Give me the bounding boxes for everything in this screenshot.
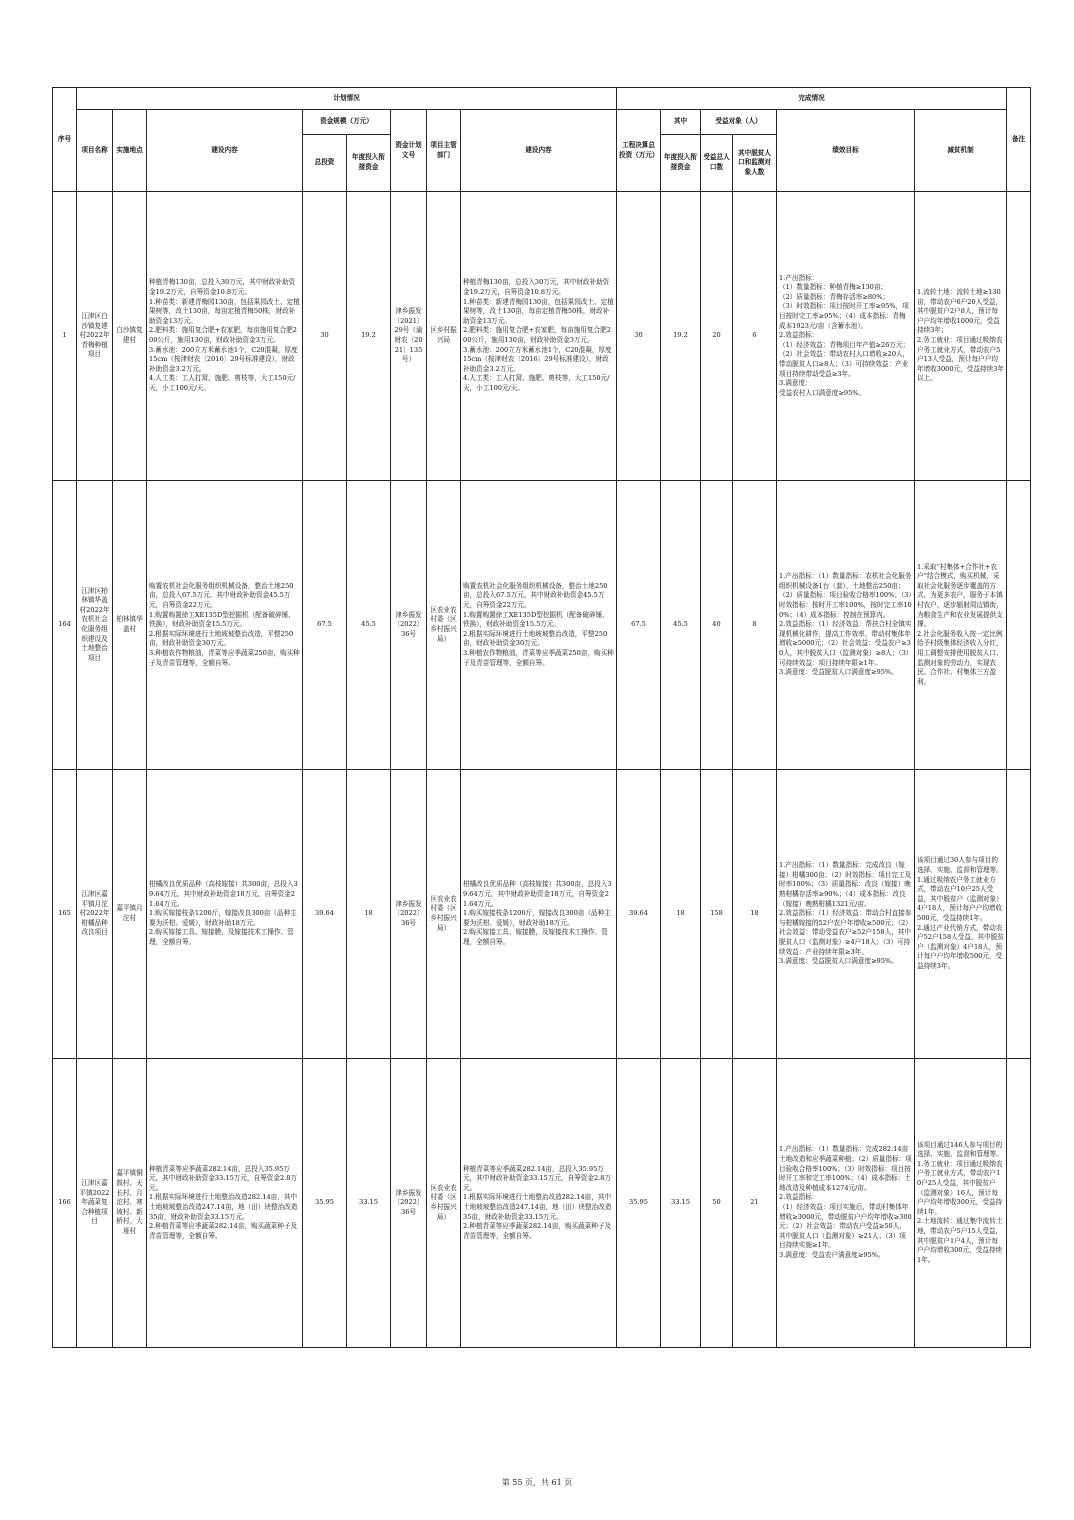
- row-goals-line: （3）时效指标：项目按时开工率≥95%，项目按时完工率≥95%；（4）成本指标：青梅成本1923元/亩（含蓄水池）。: [779, 302, 909, 330]
- row-content-line: 种植青菜等应季蔬菜282.14亩，总投入35.95万元，其中财政补助资金33.15万元，自筹资金2.8万元。: [149, 1164, 298, 1192]
- row-goals-line: 3.满意度：受益脱贫人口满意度≥95%。: [779, 668, 898, 677]
- row-goals-line: 2.效益指标：: [779, 331, 819, 340]
- row-goals: [777, 770, 915, 1059]
- row-mechanism-line: 1.务工就业：项目通过吸纳农户务工就业方式，带动农户10户25人受益，其中脱贫户（监测对象）16人，预计每户户均年增收300元，受益持续1年。: [917, 1159, 1003, 1216]
- header-done-content: 建设内容: [461, 110, 617, 192]
- row-final-annual-fund: 45.5: [661, 481, 701, 770]
- row-remarks: [1007, 481, 1031, 770]
- row-goals-line: 1.产出指标：: [779, 273, 819, 282]
- row-benef-total: 50: [701, 1059, 733, 1348]
- row-annual-fund: 33.15: [347, 1059, 391, 1348]
- row-fund-doc: 津乡振发〔2021〕29号（渝财农〔2021〕135号）: [391, 192, 427, 481]
- row-content: [147, 770, 303, 1059]
- row-done-content: [461, 1059, 617, 1348]
- row-remarks: [1007, 192, 1031, 481]
- row-goals-line: 3.满意度：受益脱贫人口满意度≥95%。: [779, 957, 898, 966]
- row-fund-doc: 津乡振发〔2022〕36号: [391, 770, 427, 1059]
- row-content-line: 柑橘改良优质品种（高枝嫁接）共300亩，总投入39.64万元，其中财政补助资金18万元，自筹资金21.64万元。: [149, 880, 298, 908]
- row-mechanism: [915, 481, 1007, 770]
- row-mechanism-line: 1.通过吸纳农户务工就业方式，带动农户10户25人受益，其中脱贫户（监测对象）4户18人，预计每户户均增收500元，受益持续1年。: [917, 875, 1003, 922]
- row-done-content-line: 1.购买嫁接枝条1200斤，嫁接改良300亩（品种主要为沃柑、爱媛），财政补助18万元。: [463, 909, 611, 927]
- header-complete: 完成情况: [617, 88, 1007, 110]
- row-goals-line: 1.产出指标：（1）数量指标：农机社会化服务组织机械设备1台（套），土地整治250亩；（2）质量指标：项目验收合格率100%；（3）时效指标：按时开工率100%，按时完工率100%；（4）成本指标：控制在预算内。: [779, 572, 912, 619]
- row-final-invest: 35.95: [617, 1059, 661, 1348]
- row-total-invest: 39.64: [303, 770, 347, 1059]
- header-annual-fund: 年度投入衔接资金: [347, 135, 391, 192]
- row-mechanism: [915, 192, 1007, 481]
- row-mechanism-line: 2.通过产业代销方式，带动农户52户158人受益，其中脱贫户（监测对象）4户18人，预计每户户均年增收500元，受益持续3年。: [917, 923, 1004, 970]
- row-benef-poor: 21: [733, 1059, 777, 1348]
- row-dept: 区乡村振兴局: [427, 192, 461, 481]
- row-goals-line: 2.效益指标：（1）经济效益：帮扶合村全镇实现机械化耕作，提高工作效率，带动村集体年增收≥5000元；（2）社会效益：受益农户≥30人，其中脱贫人口（监测对象）≥8人；（3）可持续效益：项目持续年限≥1年。: [779, 620, 912, 667]
- header-beneficiaries: 受益对象（人）: [701, 110, 777, 135]
- header-annual-fund-2: 年度投入衔接资金: [661, 135, 701, 192]
- row-goals-line: 2.效益指标：（1）经济效益：带动合村直接参与柑橘嫁接的52户农户年增收≥500元；（2）社会效益：带动受益农户≥52户158人，其中脱贫人口（监测对象）≥4户18人；（3）可持续效益：产业持续年限≥3年。: [779, 909, 912, 956]
- row-content-line: 1.种苗类：新建青梅园130亩，包括果园改土、定植果树等，改土130亩，每亩定植青梅50株，财政补助资金13万元。: [149, 297, 300, 325]
- row-mechanism: [915, 770, 1007, 1059]
- row-mechanism: [915, 1059, 1007, 1348]
- row-content-line: 种植青梅130亩，总投入30万元，其中财政补助资金19.2万元，自筹资金10.8万元。: [149, 278, 296, 297]
- row-done-content-line: 2.购买嫁接工具、嫁接膜，及嫁接技术工操作、管理，全额自筹。: [463, 928, 608, 946]
- row-goals-line: 3.满意度：受益农户满意度≥95%。: [779, 1250, 885, 1259]
- header-content: 建设内容: [147, 110, 303, 192]
- row-content: [147, 192, 303, 481]
- row-goals-line: （2）质量指标：青梅存活率≥80%；: [779, 292, 890, 301]
- row-done-content-line: 1.根据实际环境进行土地整治改造282.14亩，其中土地坡坡整治改造247.14亩，地（田）块整治改造35亩，财政补助资金33.15万元。: [463, 1193, 612, 1221]
- row-done-content: [461, 770, 617, 1059]
- header-goals: 绩效目标: [777, 110, 915, 192]
- row-total-invest: 35.95: [303, 1059, 347, 1348]
- row-done-content-line: 种植青梅130亩，总投入30万元，其中财政补助资金19.2万元，自筹资金10.8万元。: [463, 278, 610, 297]
- header-of-which: 其中: [661, 110, 701, 135]
- header-plan: 计划情况: [77, 88, 617, 110]
- row-goals-line: 1.产出指标：（1）数量指标：完成282.14亩土地改造和应季蔬菜种植；（2）质量指标：项目验收合格率100%；（3）时效指标：项目按时开工率和完工率100%；（4）成本指标：土地改造及种植成本1274元/亩。: [779, 1145, 912, 1192]
- table-row: [53, 192, 1031, 481]
- row-location: 嘉平镇铜鼓村、天长村、月沱村、寒坡村、新桥村、大垭村: [113, 1059, 147, 1348]
- header-fund-doc: 资金计划文号: [391, 110, 427, 192]
- header-dept: 项目主管部门: [427, 110, 461, 192]
- row-content-line: 1.根据实际环境进行土地整治改造282.14亩，其中土地坡坡整治改造247.14亩，地（田）块整治改造35亩，财政补助资金33.15万元。: [149, 1193, 298, 1221]
- header-mechanism: 减贫机制: [915, 110, 1007, 192]
- row-content-line: 2.购买嫁接工具、嫁接膜，及嫁接技术工操作、管理，全额自筹。: [149, 928, 294, 946]
- header-final-invest: 工程决算总投资（万元）: [617, 110, 661, 192]
- row-benef-total: 158: [701, 770, 733, 1059]
- row-final-annual-fund: 19.2: [661, 192, 701, 481]
- row-annual-fund: 19.2: [347, 192, 391, 481]
- table-body: [53, 192, 1031, 1348]
- row-done-content-line: 3.种植农作物粮油，青菜等应季蔬菜250亩，购买种子及青苗管理等，全额自筹。: [463, 648, 614, 667]
- row-content-line: 3.种植农作物粮油，青菜等应季蔬菜250亩，购买种子及青苗管理等，全额自筹。: [149, 648, 300, 667]
- header-remarks: 备注: [1007, 88, 1031, 192]
- row-fund-doc: 津乡振发〔2022〕36号: [391, 1059, 427, 1348]
- row-goals-line: 受益农村人口满意度≥95%。: [779, 388, 866, 397]
- row-done-content-line: 2.种植青菜等应季蔬菜282.14亩，购买蔬菜种子及青苗管理等，全额自筹。: [463, 1222, 612, 1240]
- row-location: 柏林镇华盖村: [113, 481, 147, 770]
- row-benef-poor: 18: [733, 770, 777, 1059]
- table-row: [53, 770, 1031, 1059]
- row-goals-line: （1）数量指标：种植青梅≥130亩；: [779, 283, 888, 292]
- row-content-line: 2.根据实际环境进行土地坡坡整治改造，平整250亩，财政补助资金30万元。: [149, 629, 294, 648]
- row-done-content-line: 1.种苗类：新建青梅园130亩，包括果园改土、定植果树等，改土130亩，每亩定植青梅50株，财政补助资金13万元。: [463, 297, 614, 325]
- header-location: 实施地点: [113, 110, 147, 192]
- row-location: 嘉平镇月沱村: [113, 770, 147, 1059]
- header-benef-poor: 其中脱贫人口和监测对象人数: [733, 135, 777, 192]
- header-total-invest: 总投资: [303, 135, 347, 192]
- row-content-line: 2.种植青菜等应季蔬菜282.14亩，购买蔬菜种子及青苗管理等，全额自筹。: [149, 1222, 298, 1240]
- row-content-line: 3.蓄水池：200立方米蓄水池1个，C20混凝，厚度15cm（按津财农〔2016〕29号标准建设），财政补助资金3.2万元。: [149, 345, 298, 373]
- row-remarks: [1007, 770, 1031, 1059]
- row-benef-total: 40: [701, 481, 733, 770]
- row-remarks: [1007, 1059, 1031, 1348]
- row-project-name: 江津区白沙镇复建村2022年青梅种植项目: [77, 192, 113, 481]
- row-done-content: [461, 192, 617, 481]
- page-footer: 第 55 页，共 61 页: [501, 1478, 573, 1487]
- row-goals-line: 3.满意度：: [779, 379, 812, 388]
- row-content-line: 1.购置购置徐工XE135D型挖掘机（配备破碎锤、铁换），财政补助资金15.5万元。: [149, 610, 295, 629]
- header-project-name: 项目名称: [77, 110, 113, 192]
- row-goals-line: 1.产出指标：（1）数量指标：完成改良（嫁接）柑橘300亩；（2）时效指标：项目完工及时率100%；（3）质量指标：改良（嫁接）晚熟柑橘存活率≥90%；（4）成本指标：改良（嫁接）晚熟柑橘1321元/亩。: [779, 861, 912, 908]
- row-content: [147, 481, 303, 770]
- row-total-invest: 67.5: [303, 481, 347, 770]
- row-done-content-line: 购置农机社会化服务组织机械设备，整治土地250亩，总投入67.5万元，其中财政补助资金45.5万元，自筹资金22万元。: [463, 581, 608, 610]
- row-mechanism-line: 该项目通过146人参与项目的选择、实施、监督和管理等。: [917, 1140, 1003, 1159]
- row-done-content-line: 1.购置购置徐工XE135D型挖掘机（配备破碎锤、铁换），财政补助资金15.5万元。: [463, 610, 609, 629]
- row-seq: 166: [53, 1059, 77, 1348]
- row-location: 白沙镇复建村: [113, 192, 147, 481]
- row-final-invest: 30: [617, 192, 661, 481]
- row-mechanism-line: 该项目通过30人参与项目的选择、实施、监督和管理等。: [917, 856, 1003, 875]
- row-mechanism-line: 1.采取“村集体+合作社+农户”结合模式，购买机械，采取社会化服务逐步覆盖的方式，为更多农户，服务于本镇村农户，逐步辐射周边镇街，为粮食生产和农业发展提供支撑。: [917, 562, 1003, 629]
- row-content-line: 4.人工类：工人打窝、施肥、剪枝等，大工150元/天，小工100元/天。: [149, 374, 296, 392]
- row-total-invest: 30: [303, 192, 347, 481]
- header-benef-total: 受益总人口数: [701, 135, 733, 192]
- row-goals-line: （1）经济效益：青梅项目年产值≥26万元；（2）社会效益：带动农村人口增收≥20人，带动脱贫人口≥8人；（3）可持续效益：产业项目持续带动受益≥3年。: [779, 340, 910, 378]
- row-benef-total: 20: [701, 192, 733, 481]
- row-final-invest: 39.64: [617, 770, 661, 1059]
- row-dept: 区农业农村委（区乡村振兴局）: [427, 481, 461, 770]
- row-done-content-line: 3.蓄水池：200立方米蓄水池1个，C20混凝，厚度15cm（按津财农〔2016〕29号标准建设），财政补助资金3.2万元。: [463, 345, 612, 373]
- row-done-content-line: 4.人工类：工人打窝、施肥、剪枝等，大工150元/天，小工100元/天。: [463, 374, 610, 392]
- row-done-content: [461, 481, 617, 770]
- row-seq: 165: [53, 770, 77, 1059]
- row-content-line: 购置农机社会化服务组织机械设备，整治土地250亩，总投入67.5万元，其中财政补助资金45.5万元，自筹资金22万元。: [149, 581, 294, 610]
- row-dept: 区农业农村委（区乡村振兴局）: [427, 770, 461, 1059]
- table-row: [53, 481, 1031, 770]
- row-goals-line: 2.效益指标：: [779, 1193, 819, 1202]
- row-done-content-line: 2.根据实际环境进行土地坡坡整治改造，平整250亩，财政补助资金30万元。: [463, 629, 608, 648]
- row-mechanism-line: 2.务工就业：项目通过吸纳农户务工就业方式，带动农户5户13人受益，预计每户户均年增收3000元，受益持续3年以上。: [917, 336, 1004, 383]
- row-content-line: 1.购买嫁接枝条1200斤，嫁接改良300亩（品种主要为沃柑、爱媛），财政补助18万元。: [149, 909, 297, 927]
- row-annual-fund: 18: [347, 770, 391, 1059]
- row-done-content-line: 种植青菜等应季蔬菜282.14亩，总投入35.95万元，其中财政补助资金33.15万元，自筹资金2.8万元。: [463, 1164, 612, 1192]
- row-mechanism-line: 1.流转土地：流转土地≥130亩，带动农户6户20人受益，其中脱贫户2户8人，预计每户户均年增收1000元，受益持续3年；: [917, 288, 1003, 335]
- row-project-name: 江津区嘉平镇月沱村2022年柑橘品种改良项目: [77, 770, 113, 1059]
- row-goals: [777, 192, 915, 481]
- row-seq: 164: [53, 481, 77, 770]
- row-benef-poor: 6: [733, 192, 777, 481]
- row-project-name: 江津区嘉平镇2022年蔬菜复合种植项目: [77, 1059, 113, 1348]
- row-fund-doc: 津乡振发〔2022〕36号: [391, 481, 427, 770]
- row-done-content-line: 2.肥料类：施用复合肥+农家肥，每亩施用复合肥200公斤，施用130亩，财政补助资金3万元。: [463, 326, 611, 344]
- row-mechanism-line: 2.土地流转：通过集中流转土地，带动农户5户15人受益，其中脱贫户1户4人，预计每户户均增收300元，受益持续1年。: [917, 1217, 1003, 1264]
- row-seq: 1: [53, 192, 77, 481]
- row-goals: [777, 481, 915, 770]
- row-dept: 区农业农村委（区乡村振兴局）: [427, 1059, 461, 1348]
- row-mechanism-line: 2.社会化服务收入按一定比例给予村级集体经济收入分红，用工调整安排使用脱贫人口、监测对象的劳动力，实现农民、合作社、村集体三方盈利。: [917, 629, 1003, 686]
- row-goals-line: （1）经济效益：项目实施后，带动村集体年增收≥3000元，带动脱贫户户均年增收≥300元；（2）社会效益：带动农户受益≥50人，其中脱贫人口（监测对象）≥21人；（3）项目持续实施≥1年。: [779, 1203, 912, 1250]
- row-final-invest: 67.5: [617, 481, 661, 770]
- row-annual-fund: 45.5: [347, 481, 391, 770]
- row-final-annual-fund: 18: [661, 770, 701, 1059]
- row-final-annual-fund: 33.15: [661, 1059, 701, 1348]
- row-benef-poor: 8: [733, 481, 777, 770]
- table-row: [53, 1059, 1031, 1348]
- row-done-content-line: 柑橘改良优质品种（高枝嫁接）共300亩，总投入39.64万元，其中财政补助资金18万元，自筹资金21.64万元。: [463, 880, 612, 908]
- row-goals: [777, 1059, 915, 1348]
- project-table: [52, 87, 1031, 1348]
- row-content-line: 2.肥料类：施用复合肥+农家肥，每亩施用复合肥200公斤，施用130亩，财政补助资金3万元。: [149, 326, 297, 344]
- header-fund-scale: 资金规模（万元）: [303, 110, 391, 135]
- row-project-name: 江津区柏林镇华盖村2022年农机社会化服务组织建设及土地整治项目: [77, 481, 113, 770]
- header-seq: 序号: [53, 88, 77, 192]
- row-content: [147, 1059, 303, 1348]
